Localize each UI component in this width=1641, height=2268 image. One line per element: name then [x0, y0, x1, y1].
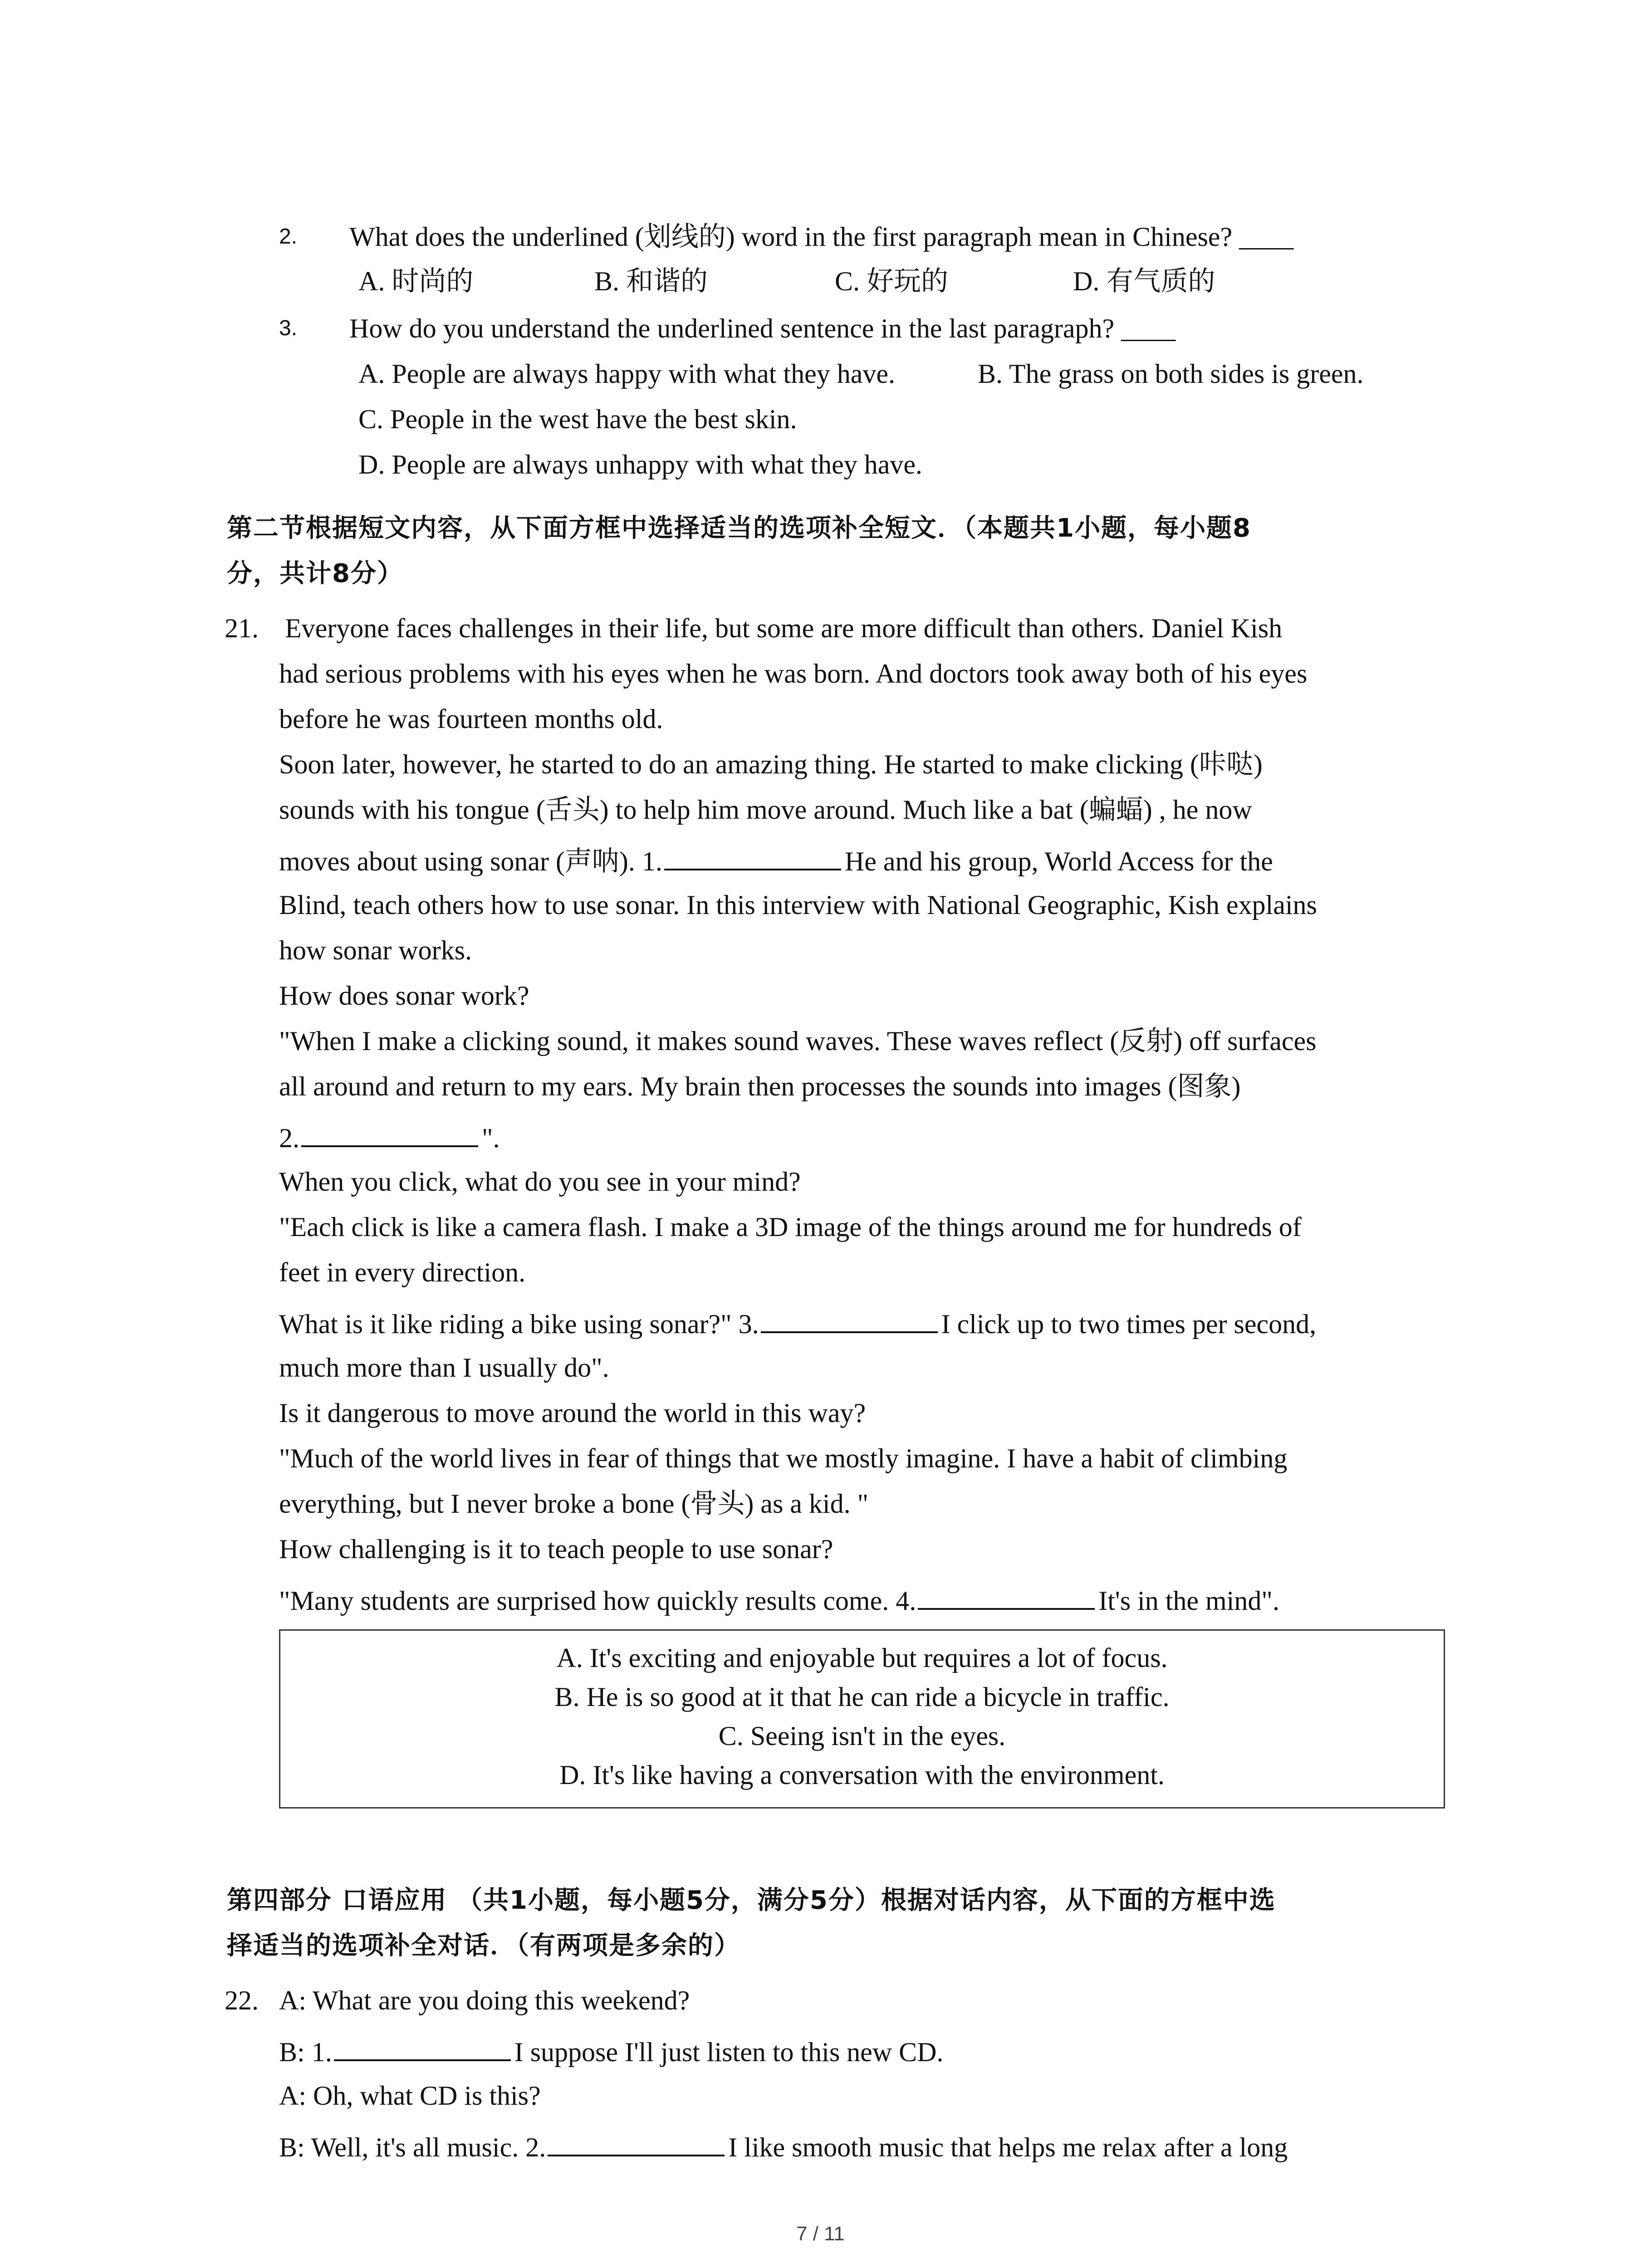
passage-text: He and his group, World Access for the [844, 846, 1273, 876]
passage-text: I click up to two times per second, [941, 1309, 1317, 1339]
question-number: 2. [279, 225, 298, 249]
answer-blank[interactable] [334, 2032, 511, 2061]
passage-line: all around and return to my ears. My brain then processes the sounds into images (图象) [279, 1071, 1241, 1101]
page-number: 7 / 11 [796, 2223, 845, 2245]
section-heading: 第二节根据短文内容，从下面方框中选择适当的选项补全短文．（本题共1小题，每小题8 [227, 513, 1251, 543]
dialogue-line [279, 2127, 1288, 2165]
option-a: A. It's exciting and enjoyable but requires a lot of focus. [556, 1643, 1168, 1673]
answer-blank[interactable] [301, 1118, 478, 1147]
answer-blank[interactable] [761, 1304, 938, 1333]
passage-line [279, 1581, 1279, 1619]
passage-line: Is it dangerous to move around the world in this way? [279, 1398, 866, 1428]
passage-line: Soon later, however, he started to do an amazing thing. He started to make clicking (咔哒) [279, 749, 1263, 779]
option-b: B. The grass on both sides is green. [978, 359, 1364, 389]
option-a: A. 时尚的 [358, 266, 474, 296]
passage-line: How challenging is it to teach people to use sonar? [279, 1534, 833, 1564]
question-number: 21. [225, 613, 259, 643]
option-b: B. He is so good at it that he can ride a bicycle in traffic. [554, 1682, 1170, 1712]
passage-line: "Each click is like a camera flash. I make a 3D image of the things around me for hundreds of [279, 1212, 1302, 1242]
section-heading: 择适当的选项补全对话．（有两项是多余的） [227, 1931, 740, 1960]
dialogue-line: A: What are you doing this weekend? [279, 1985, 690, 2015]
passage-line [279, 841, 1273, 880]
passage-line: How does sonar work? [279, 981, 529, 1011]
passage-text: It's in the mind". [1098, 1586, 1279, 1616]
option-d: D. 有气质的 [1073, 266, 1215, 296]
option-c: C. People in the west have the best skin. [358, 404, 797, 434]
dialogue-line: A: Oh, what CD is this? [279, 2081, 541, 2111]
question-text: What does the underlined (划线的) word in the first paragraph mean in Chinese? ____ [349, 222, 1294, 252]
dialogue-text: I like smooth music that helps me relax after a long [728, 2132, 1288, 2162]
option-a: A. People are always happy with what they have. [358, 359, 895, 389]
answer-blank[interactable] [548, 2127, 725, 2156]
option-c: C. 好玩的 [835, 266, 949, 296]
passage-line: sounds with his tongue (舌头) to help him move around. Much like a bat (蝙蝠) , he now [279, 795, 1252, 825]
passage-line [279, 1304, 1316, 1342]
option-d: D. People are always unhappy with what they have. [358, 450, 922, 479]
section-heading: 第四部分 口语应用 （共1小题，每小题5分，满分5分）根据对话内容，从下面的方框中选 [227, 1886, 1276, 1915]
options-box [279, 1629, 1445, 1809]
passage-text: 2. [279, 1123, 299, 1153]
passage-line: feet in every direction. [279, 1257, 526, 1287]
passage-line: "Much of the world lives in fear of things that we mostly imagine. I have a habit of climbing [279, 1443, 1288, 1473]
passage-line: "When I make a clicking sound, it makes sound waves. These waves reflect (反射) off surfaces [279, 1026, 1317, 1056]
passage-line: had serious problems with his eyes when he was born. And doctors took away both of his eyes [279, 659, 1308, 689]
passage-line: Everyone faces challenges in their life, but some are more difficult than others. Daniel Kish [285, 613, 1283, 643]
passage-line: before he was fourteen months old. [279, 704, 663, 734]
answer-blank[interactable] [664, 841, 841, 870]
dialogue-text: I suppose I'll just listen to this new CD. [514, 2037, 944, 2067]
passage-line: Blind, teach others how to use sonar. In this interview with National Geographic, Kish explains [279, 890, 1317, 920]
option-d: D. It's like having a conversation with the environment. [559, 1760, 1165, 1790]
dialogue-text: B: 1. [279, 2037, 332, 2067]
option-c: C. Seeing isn't in the eyes. [718, 1721, 1006, 1751]
answer-blank[interactable] [918, 1581, 1095, 1610]
passage-text: What is it like riding a bike using sonar?" 3. [279, 1309, 759, 1339]
passage-line: everything, but I never broke a bone (骨头) as a kid. " [279, 1489, 869, 1519]
dialogue-line [279, 2032, 944, 2070]
option-b: B. 和谐的 [594, 266, 708, 296]
passage-line: When you click, what do you see in your mind? [279, 1167, 801, 1197]
passage-text: ". [482, 1123, 500, 1153]
passage-line: much more than I usually do". [279, 1353, 609, 1383]
passage-line: how sonar works. [279, 935, 472, 965]
passage-text: "Many students are surprised how quickly results come. 4. [279, 1586, 916, 1616]
passage-text: moves about using sonar (声呐). 1. [279, 846, 662, 876]
dialogue-text: B: Well, it's all music. 2. [279, 2132, 546, 2162]
question-text: How do you understand the underlined sentence in the last paragraph? ____ [349, 313, 1176, 343]
passage-line [279, 1118, 500, 1156]
question-number: 3. [279, 316, 298, 340]
question-number: 22. [225, 1985, 259, 2015]
section-heading: 分，共计8分） [227, 559, 403, 588]
